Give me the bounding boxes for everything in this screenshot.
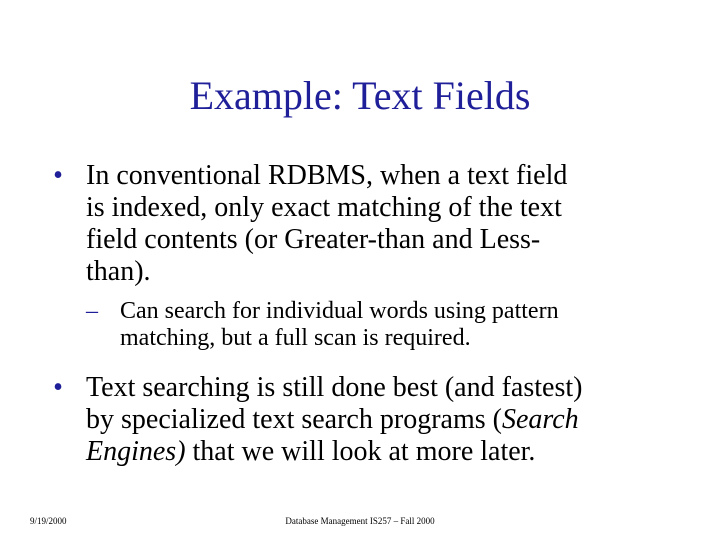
sub-bullet-line: Can search for individual words using pattern: [120, 298, 559, 324]
slide-body: [30, 160, 690, 468]
bullet-emphasis: Search: [501, 404, 579, 435]
bullet-marker: •: [53, 160, 63, 191]
sub-bullet-pattern-matching: [30, 298, 690, 352]
bullet-text: by specialized text search programs (: [86, 404, 502, 435]
bullet-line: Text searching is still done best (and fastest): [86, 372, 583, 403]
bullet-line: is indexed, only exact matching of the text: [86, 192, 562, 223]
bullet-line: field contents (or Greater-than and Less-: [86, 224, 541, 255]
sub-bullet-line: matching, but a full scan is required.: [120, 325, 471, 351]
footer-date: 9/19/2000: [30, 516, 67, 526]
bullet-text-search: [30, 372, 690, 468]
bullet-rdbms: [30, 160, 690, 288]
bullet-text: that we will look at more later.: [185, 436, 536, 467]
bullet-marker: •: [53, 372, 63, 403]
bullet-line: than).: [86, 256, 151, 287]
bullet-emphasis: Engines): [86, 436, 186, 467]
bullet-line: [86, 436, 690, 468]
sub-bullet-marker: –: [86, 298, 98, 324]
bullet-line: [86, 404, 690, 436]
footer-course: Database Management IS257 – Fall 2000: [285, 516, 435, 526]
bullet-line: In conventional RDBMS, when a text field: [86, 160, 568, 191]
slide-title: Example: Text Fields: [189, 73, 531, 118]
bullet-spacer: [30, 352, 690, 372]
